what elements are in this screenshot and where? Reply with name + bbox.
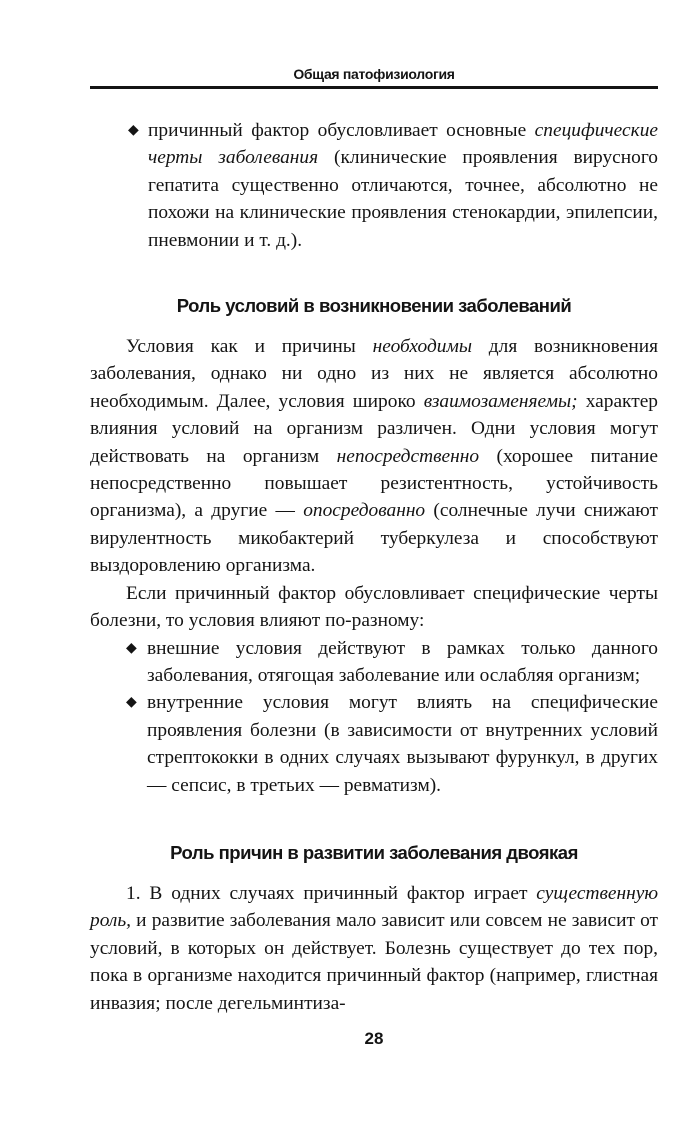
diamond-bullet-icon: ◆ xyxy=(126,640,137,656)
diamond-bullet-icon: ◆ xyxy=(126,695,137,711)
bullet-item-top: ◆ причинный фактор обусловливает основные специфические черты заболевания (клинические проявления вирусного гепатита существенно отличаются, точнее, абсолютно не похожи на клинические проявления стенокардии, эпилепсии, пневмонии и т. д.). xyxy=(90,117,658,254)
bullet-item-external: ◆ внешние условия действуют в рамках только данного заболевания, отягощая заболевание или ослабляя организм; xyxy=(90,635,658,690)
page-number: 28 xyxy=(364,1029,384,1048)
paragraph-conditions: Условия как и причины необходимы для возникновения заболевания, однако ни одно из них не является абсолютно необходимым. Далее, условия широко взаимозаменяемы; характер влияния условий на организм различен. Одни условия могут действовать на организм непосредственно (хорошее питание непосредственно повышает резистентность, устойчивость организма), а другие — опосредованно (солнечные лучи снижают вирулентность микобактерий туберкулеза и способствуют выздоровлению организма. xyxy=(90,336,659,577)
paragraph-causes: 1. В одних случаях причинный фактор играет существенную роль, и развитие заболевания мало зависит или совсем не зависит от условий, в которых он действует. Болезнь существует до тех пор, пока в организме находится причинный фактор (например, глистная инвазия; после дегельминтиза- xyxy=(90,882,658,1014)
header-rule xyxy=(90,86,658,89)
page-body xyxy=(90,117,658,1017)
diamond-bullet-icon: ◆ xyxy=(128,123,139,138)
running-header: Общая патофизиология xyxy=(293,66,455,82)
paragraph-specific-traits: Если причинный фактор обусловливает специфические черты болезни, то условия влияют по-разному: xyxy=(90,582,658,632)
section-heading-causes: Роль причин в развитии заболевания двоякая xyxy=(170,841,578,863)
section-heading-conditions: Роль условий в возникновении заболеваний xyxy=(176,295,572,317)
bullet-item-internal: ◆ внутренние условия могут влиять на специфические проявления болезни (в зависимости от внутренних условий стрептококки в одних случаях вызывают фурункул, в других — сепсис, в третьих — ревматизм). xyxy=(90,689,658,799)
